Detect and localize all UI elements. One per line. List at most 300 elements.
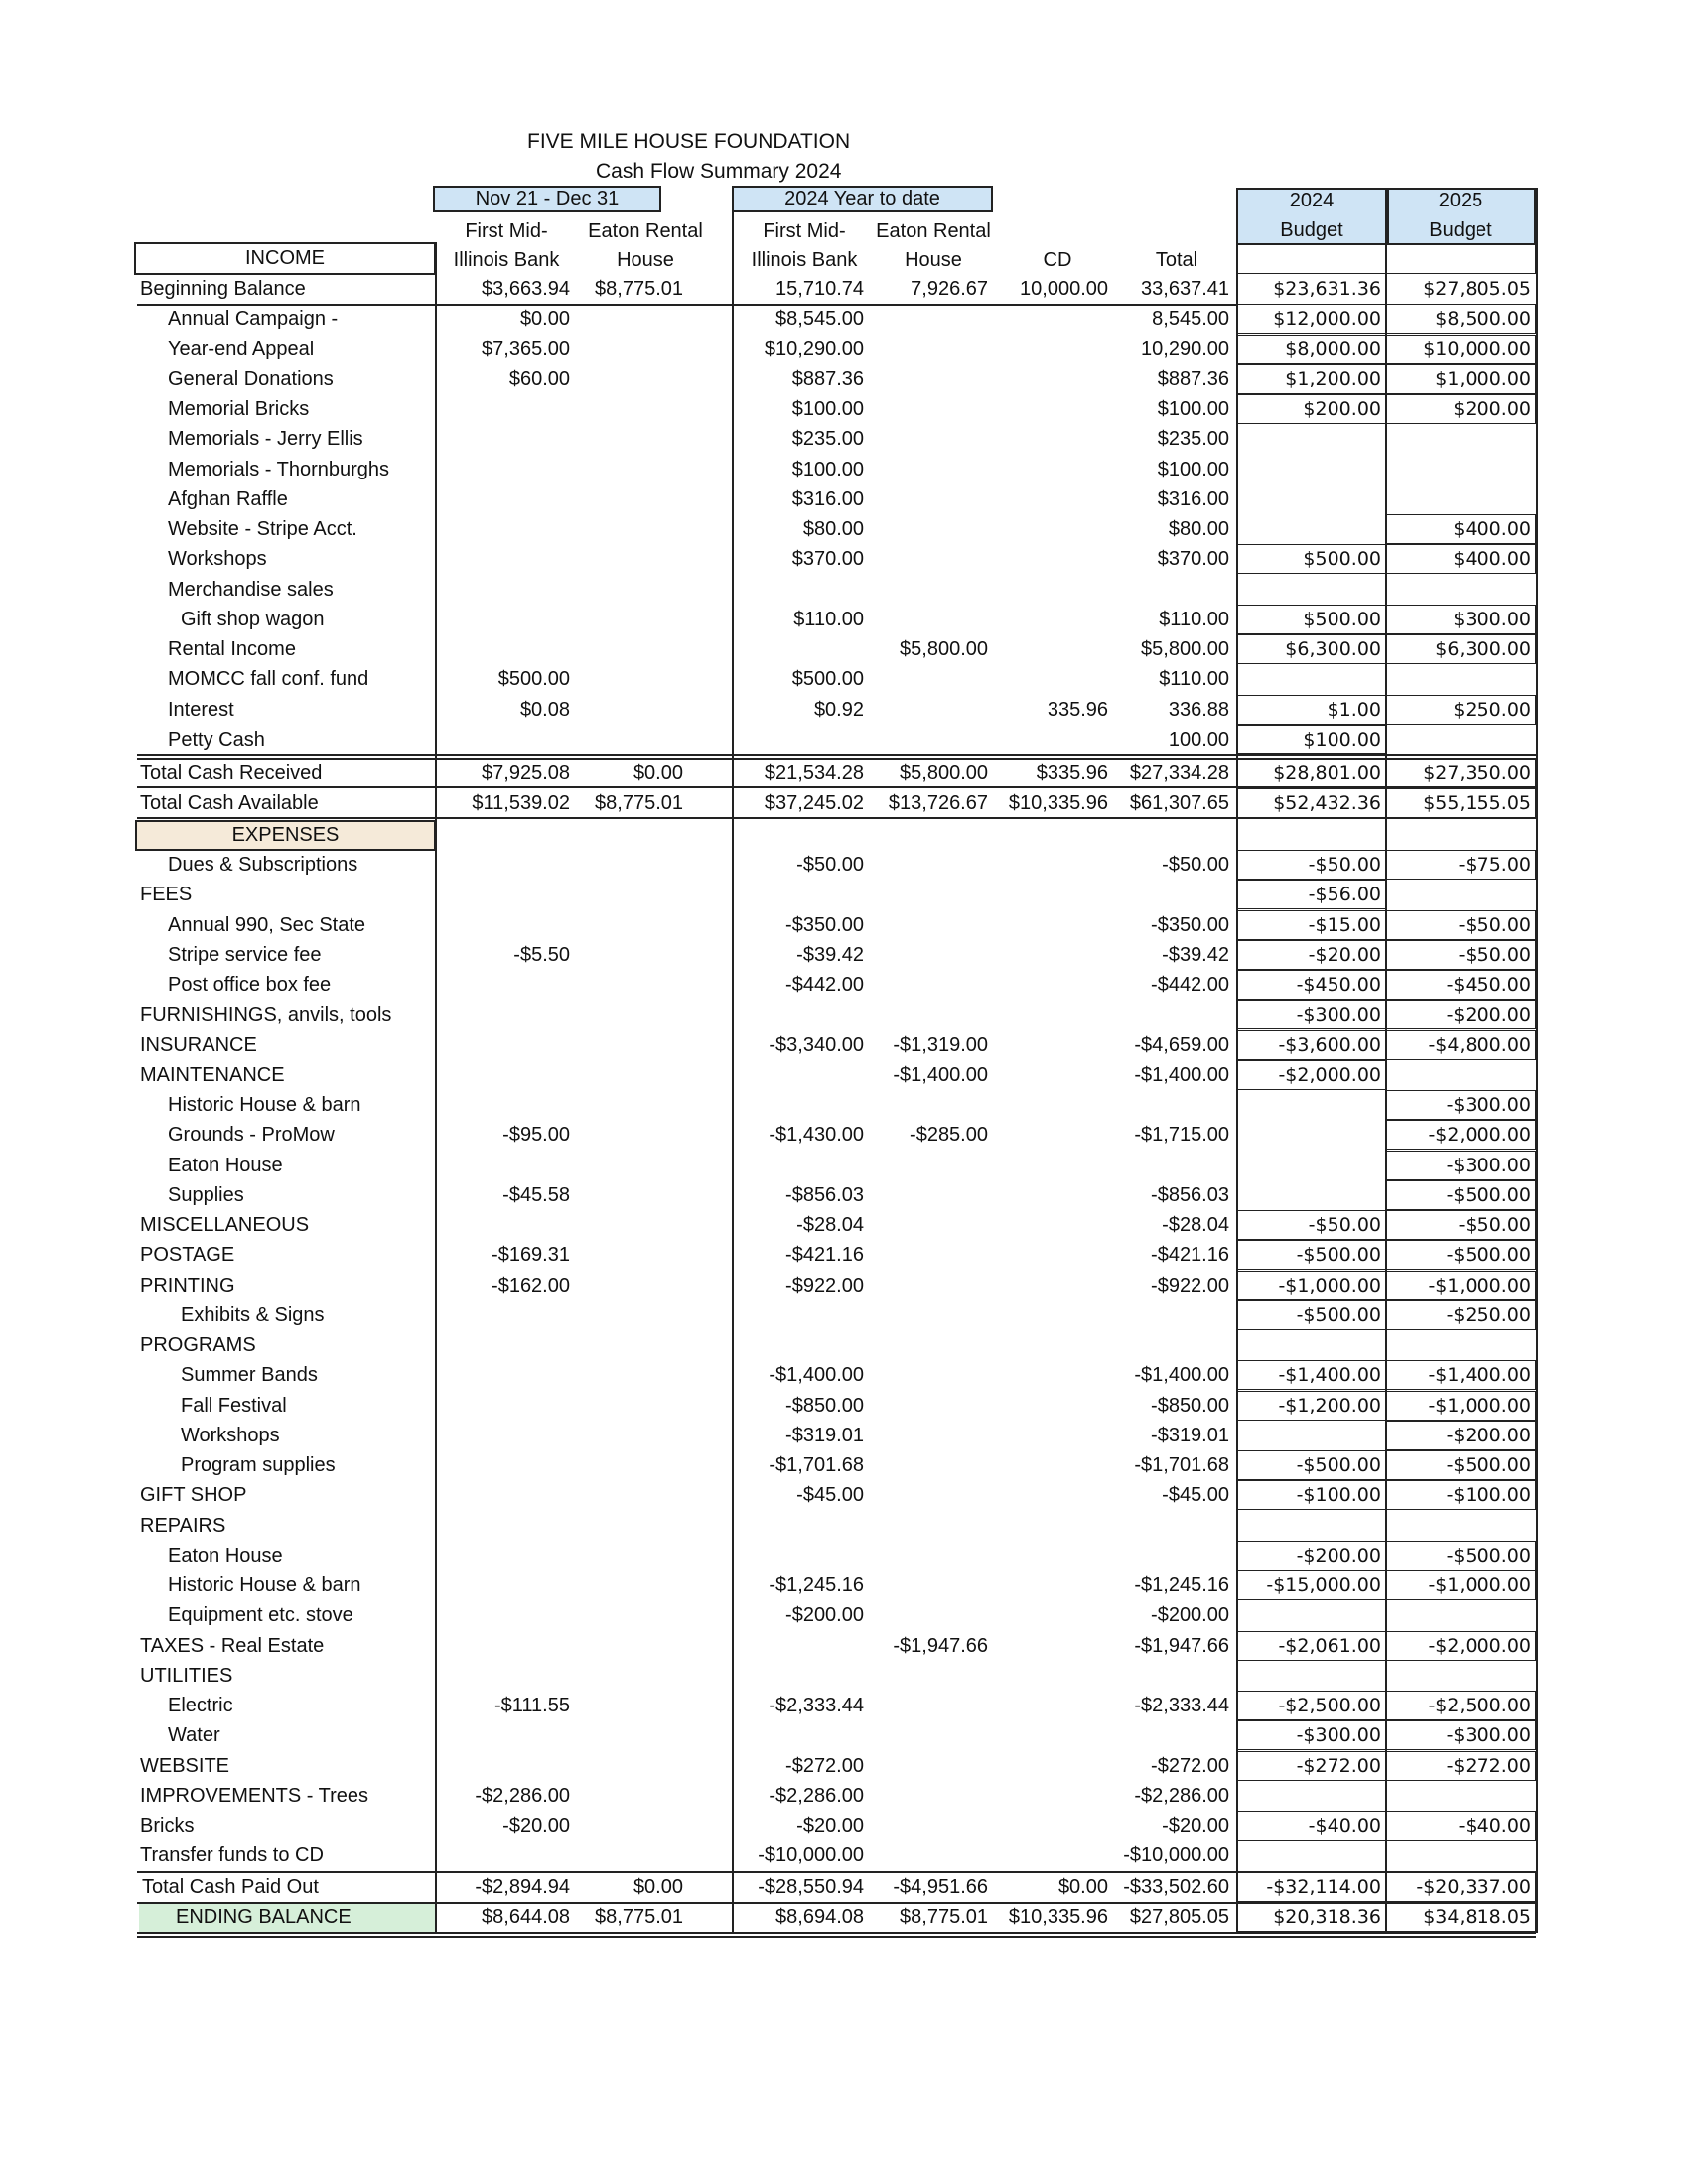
- cell-total: -$850.00: [1151, 1394, 1229, 1417]
- cell-total: -$1,947.66: [1134, 1634, 1229, 1657]
- cell-total: $235.00: [1157, 428, 1229, 451]
- rule-above-ending-balance: [137, 1902, 1536, 1904]
- report-subtitle: Cash Flow Summary 2024: [596, 160, 842, 183]
- divider-budget-end: [1536, 188, 1538, 1933]
- budget-2025-label: Budget: [1429, 219, 1492, 241]
- cell-first-mid-ytd: -$850.00: [785, 1394, 864, 1417]
- cell-first-mid-ytd: -$3,340.00: [769, 1033, 864, 1056]
- cell-first-mid-ytd: -$200.00: [785, 1604, 864, 1627]
- cell-eaton-ytd: -$1,400.00: [893, 1063, 988, 1086]
- cell-total: $110.00: [1159, 668, 1229, 691]
- cell-first-mid-ytd: 15,710.74: [775, 278, 864, 300]
- cell-total: -$1,245.16: [1134, 1574, 1229, 1596]
- income-row: [0, 394, 1688, 424]
- rule-under-beginning: [137, 304, 1236, 306]
- cell-budget-2025: $300.00: [1453, 608, 1531, 630]
- col-eaton-nov-1: Eaton Rental: [588, 220, 703, 242]
- cell-total: $61,307.65: [1129, 792, 1229, 814]
- rule-under-ending-balance: [137, 1932, 1536, 1934]
- cell-eaton-nov: $8,775.01: [595, 278, 683, 300]
- cell-budget-2024: -$450.00: [1296, 974, 1381, 996]
- row-label: Interest: [168, 698, 234, 721]
- income-section-label: INCOME: [134, 242, 436, 275]
- row-label: Workshops: [168, 548, 267, 571]
- income-row: [0, 484, 1688, 514]
- rule-above-total-received: [137, 754, 1536, 756]
- cell-eaton-ytd: -$285.00: [910, 1124, 988, 1147]
- cell-first-mid-nov: -$2,894.94: [475, 1876, 570, 1898]
- cell-first-mid-ytd: $887.36: [791, 367, 864, 390]
- expense-row: [0, 1300, 1688, 1330]
- cell-total: -$1,715.00: [1134, 1124, 1229, 1147]
- row-label: Exhibits & Signs: [181, 1303, 325, 1326]
- cell-budget-2025: -$300.00: [1446, 1154, 1531, 1176]
- expense-row: [0, 1000, 1688, 1029]
- income-row: [0, 634, 1688, 664]
- row-label: Fall Festival: [181, 1394, 287, 1417]
- cell-first-mid-nov: $7,925.08: [482, 762, 570, 784]
- row-label: Total Cash Received: [140, 762, 323, 784]
- income-row: [0, 664, 1688, 694]
- cell-first-mid-nov: $500.00: [497, 668, 570, 691]
- cell-budget-2025: -$50.00: [1458, 943, 1531, 966]
- row-label: FEES: [140, 884, 193, 906]
- row-label: Equipment etc. stove: [168, 1604, 353, 1627]
- cell-total: -$33,502.60: [1123, 1876, 1229, 1898]
- cell-first-mid-ytd: -$421.16: [785, 1244, 864, 1267]
- expense-row: [0, 1421, 1688, 1450]
- expense-row: [0, 1691, 1688, 1720]
- cell-eaton-ytd: 7,926.67: [911, 278, 988, 300]
- cell-budget-2024: -$20.00: [1308, 943, 1381, 966]
- cell-budget-2025: -$250.00: [1446, 1303, 1531, 1326]
- cell-budget-2025: -$200.00: [1446, 1004, 1531, 1026]
- row-label: Memorial Bricks: [168, 398, 310, 420]
- cell-budget-2025: $400.00: [1453, 548, 1531, 571]
- cell-budget-2024: -$272.00: [1296, 1754, 1381, 1777]
- rule-under-ending-balance-2: [137, 1936, 1536, 1938]
- cell-cd: 10,000.00: [1020, 278, 1108, 300]
- cell-budget-2024: $8,000.00: [1285, 338, 1381, 360]
- cell-budget-2024: -$100.00: [1296, 1484, 1381, 1507]
- cell-total: $27,334.28: [1129, 762, 1229, 784]
- row-label: Summer Bands: [181, 1364, 318, 1387]
- cell-budget-2024: -$15,000.00: [1266, 1574, 1381, 1596]
- row-label: Memorials - Thornburghs: [168, 458, 390, 480]
- cell-budget-2024: -$50.00: [1308, 854, 1381, 876]
- income-row: [0, 605, 1688, 634]
- cell-budget-2024: $12,000.00: [1273, 308, 1381, 331]
- cell-first-mid-ytd: -$20.00: [796, 1815, 864, 1837]
- row-label: Rental Income: [168, 638, 296, 660]
- row-label: Afghan Raffle: [168, 487, 288, 510]
- cell-budget-2024: -$56.00: [1308, 884, 1381, 906]
- cell-budget-2024: $100.00: [1303, 728, 1381, 751]
- cell-total: -$421.16: [1151, 1244, 1229, 1267]
- cell-budget-2025: -$50.00: [1458, 913, 1531, 936]
- cell-budget-2025: -$1,000.00: [1428, 1274, 1531, 1297]
- row-label: Website - Stripe Acct.: [168, 518, 357, 540]
- col-eaton-ytd-2: House: [905, 249, 962, 271]
- col-first-mid-nov-2: Illinois Bank: [453, 249, 560, 271]
- expense-row: [0, 1330, 1688, 1360]
- cell-total: $370.00: [1157, 548, 1229, 571]
- cell-first-mid-nov: -$2,286.00: [475, 1784, 570, 1807]
- expense-row: [0, 1271, 1688, 1300]
- cell-budget-2024: -$1,400.00: [1278, 1364, 1381, 1387]
- cell-first-mid-ytd: -$28.04: [796, 1214, 864, 1236]
- expense-row: [0, 1480, 1688, 1510]
- row-label: IMPROVEMENTS - Trees: [140, 1784, 369, 1807]
- row-label: Gift shop wagon: [181, 608, 325, 630]
- cell-first-mid-ytd: $21,534.28: [764, 762, 864, 784]
- cell-eaton-ytd: -$1,947.66: [893, 1634, 988, 1657]
- row-label: General Donations: [168, 367, 334, 390]
- cell-total: 336.88: [1168, 698, 1229, 721]
- cell-eaton-ytd: $8,775.01: [900, 1906, 988, 1928]
- row-label: Petty Cash: [168, 728, 265, 751]
- cell-budget-2025: $10,000.00: [1423, 338, 1531, 360]
- cell-first-mid-ytd: $316.00: [791, 487, 864, 510]
- cell-total: $887.36: [1157, 367, 1229, 390]
- cell-first-mid-ytd: $0.92: [813, 698, 864, 721]
- cell-first-mid-ytd: $100.00: [791, 398, 864, 420]
- cell-first-mid-ytd: -$39.42: [796, 943, 864, 966]
- cell-budget-2024: -$32,114.00: [1266, 1876, 1381, 1898]
- cell-total: -$1,400.00: [1134, 1364, 1229, 1387]
- row-label: Bricks: [140, 1815, 195, 1837]
- cell-budget-2024: $200.00: [1303, 398, 1381, 420]
- cell-budget-2024: -$2,500.00: [1278, 1695, 1381, 1716]
- cell-budget-2024: -$2,000.00: [1278, 1063, 1381, 1086]
- cell-budget-2024: -$40.00: [1308, 1815, 1381, 1837]
- cell-first-mid-ytd: -$442.00: [785, 974, 864, 996]
- cell-total: $110.00: [1159, 608, 1229, 630]
- row-label: Merchandise sales: [168, 578, 334, 601]
- cell-first-mid-ytd: $80.00: [802, 518, 864, 540]
- cell-first-mid-ytd: $110.00: [793, 608, 864, 630]
- ending-balance-row: [0, 1902, 1688, 1932]
- expense-row: [0, 1570, 1688, 1600]
- row-label: Memorials - Jerry Ellis: [168, 428, 363, 451]
- cell-budget-2024: $23,631.36: [1273, 278, 1381, 300]
- expense-row: [0, 1661, 1688, 1691]
- cell-cd: $0.00: [1057, 1876, 1108, 1898]
- cell-first-mid-ytd: $8,545.00: [775, 308, 864, 331]
- expense-row: [0, 970, 1688, 1000]
- expense-row: [0, 1450, 1688, 1480]
- cell-total: -$10,000.00: [1123, 1844, 1229, 1867]
- cell-budget-2025: $250.00: [1453, 698, 1531, 721]
- cell-first-mid-nov: -$20.00: [502, 1815, 570, 1837]
- rule-above-total-available: [137, 786, 1536, 788]
- row-label: GIFT SHOP: [140, 1484, 247, 1507]
- cell-budget-2025: -$300.00: [1446, 1094, 1531, 1116]
- expense-row: [0, 1360, 1688, 1390]
- cell-budget-2024: $500.00: [1303, 608, 1381, 630]
- cell-total: $80.00: [1168, 518, 1229, 540]
- expense-row: [0, 1030, 1688, 1060]
- col-first-mid-ytd-1: First Mid-: [763, 220, 846, 242]
- cell-budget-2024: $52,432.36: [1273, 792, 1381, 814]
- cell-first-mid-nov: $11,539.02: [472, 792, 570, 814]
- cell-eaton-ytd: -$1,319.00: [893, 1033, 988, 1056]
- col-first-mid-nov-1: First Mid-: [465, 220, 548, 242]
- row-label: Beginning Balance: [140, 278, 306, 300]
- cell-budget-2024: -$500.00: [1296, 1454, 1381, 1476]
- row-label: Eaton House: [168, 1154, 283, 1176]
- cell-total: $27,805.05: [1129, 1906, 1229, 1928]
- income-row: [0, 455, 1688, 484]
- rule-under-total-available: [137, 817, 1536, 819]
- income-row: [0, 364, 1688, 394]
- row-label: MISCELLANEOUS: [140, 1214, 310, 1236]
- cell-total: -$922.00: [1151, 1274, 1229, 1297]
- income-row: [0, 424, 1688, 454]
- row-label: WEBSITE: [140, 1754, 230, 1777]
- expense-row: [0, 1751, 1688, 1781]
- cell-budget-2025: $34,818.05: [1423, 1906, 1531, 1928]
- expense-row: [0, 910, 1688, 940]
- cell-cd: 335.96: [1047, 698, 1108, 721]
- cell-budget-2024: -$500.00: [1296, 1244, 1381, 1267]
- cell-budget-2025: -$50.00: [1458, 1214, 1531, 1236]
- cell-budget-2025: -$500.00: [1446, 1244, 1531, 1267]
- cell-budget-2025: $6,300.00: [1435, 638, 1531, 660]
- income-row: [0, 575, 1688, 605]
- cell-first-mid-nov: $60.00: [508, 367, 570, 390]
- cell-total: -$28.04: [1162, 1214, 1229, 1236]
- cell-total: -$50.00: [1162, 854, 1229, 876]
- cell-budget-2025: -$75.00: [1458, 854, 1531, 876]
- cell-first-mid-ytd: $37,245.02: [764, 792, 864, 814]
- cell-budget-2025: -$1,400.00: [1428, 1364, 1531, 1387]
- expense-row: [0, 1120, 1688, 1150]
- cell-total: $5,800.00: [1141, 638, 1229, 660]
- row-label: Post office box fee: [168, 974, 332, 996]
- cell-budget-2025: -$500.00: [1446, 1454, 1531, 1476]
- divider-ytd-start: [732, 186, 734, 1933]
- cell-budget-2024: -$200.00: [1296, 1544, 1381, 1567]
- cell-budget-2025: -$272.00: [1446, 1754, 1531, 1777]
- cell-total: -$200.00: [1151, 1604, 1229, 1627]
- expense-row: [0, 1090, 1688, 1120]
- expense-row: [0, 1511, 1688, 1541]
- cell-total: -$45.00: [1162, 1484, 1229, 1507]
- cell-budget-2024: $500.00: [1303, 548, 1381, 571]
- cell-first-mid-nov: -$169.31: [492, 1244, 570, 1267]
- total-cash-received-row: [0, 758, 1688, 788]
- row-label: Dues & Subscriptions: [168, 854, 358, 876]
- cell-first-mid-ytd: -$922.00: [785, 1274, 864, 1297]
- row-label: PRINTING: [140, 1274, 235, 1297]
- cell-total: 8,545.00: [1152, 308, 1229, 331]
- row-label: TAXES - Real Estate: [140, 1634, 325, 1657]
- row-label: Total Cash Available: [140, 792, 319, 814]
- cell-first-mid-ytd: -$28,550.94: [758, 1876, 864, 1898]
- cell-budget-2025: -$500.00: [1446, 1544, 1531, 1567]
- income-row: [0, 725, 1688, 754]
- cell-budget-2025: -$500.00: [1446, 1183, 1531, 1206]
- cell-first-mid-nov: -$5.50: [513, 943, 570, 966]
- income-row: [0, 544, 1688, 574]
- divider-budget-mid: [1385, 188, 1387, 1933]
- cell-first-mid-ytd: $8,694.08: [775, 1906, 864, 1928]
- expense-row: [0, 1180, 1688, 1210]
- expense-row: [0, 1151, 1688, 1180]
- cell-total: -$2,333.44: [1134, 1695, 1229, 1716]
- budget-2024-label: Budget: [1280, 219, 1343, 241]
- expense-row: [0, 1210, 1688, 1240]
- cell-first-mid-nov: $3,663.94: [482, 278, 570, 300]
- cell-first-mid-ytd: -$1,245.16: [769, 1574, 864, 1596]
- cell-first-mid-nov: $0.08: [519, 698, 570, 721]
- cell-eaton-nov: $8,775.01: [595, 1906, 683, 1928]
- col-cd: CD: [1043, 249, 1072, 271]
- income-row: [0, 695, 1688, 725]
- cell-total: -$1,701.68: [1134, 1454, 1229, 1476]
- cell-total: $100.00: [1157, 398, 1229, 420]
- cell-total: 100.00: [1168, 728, 1229, 751]
- budget-2024-year: 2024: [1289, 190, 1335, 211]
- row-label: ENDING BALANCE: [176, 1906, 352, 1928]
- cell-budget-2025: -$300.00: [1446, 1724, 1531, 1747]
- row-label: Eaton House: [168, 1544, 283, 1567]
- cell-budget-2025: $27,350.00: [1423, 762, 1531, 784]
- cell-budget-2024: -$1,000.00: [1278, 1274, 1381, 1297]
- cell-total: $316.00: [1157, 487, 1229, 510]
- cell-first-mid-ytd: $10,290.00: [764, 338, 864, 360]
- row-label: Electric: [168, 1695, 233, 1716]
- cell-eaton-nov: $8,775.01: [595, 792, 683, 814]
- cell-budget-2025: -$2,000.00: [1428, 1634, 1531, 1657]
- cell-total: -$350.00: [1151, 913, 1229, 936]
- cell-budget-2025: -$1,000.00: [1428, 1394, 1531, 1417]
- income-row: [0, 304, 1688, 334]
- period-header-nov-dec: Nov 21 - Dec 31: [433, 186, 661, 212]
- cell-first-mid-ytd: $100.00: [791, 458, 864, 480]
- col-eaton-nov-2: House: [617, 249, 674, 271]
- cell-budget-2024: -$3,600.00: [1278, 1033, 1381, 1056]
- cell-first-mid-nov: $8,644.08: [482, 1906, 570, 1928]
- cell-first-mid-nov: $0.00: [519, 308, 570, 331]
- income-row: [0, 274, 1688, 304]
- cell-cd: $10,335.96: [1008, 792, 1108, 814]
- cell-budget-2024: -$50.00: [1308, 1214, 1381, 1236]
- row-label: Grounds - ProMow: [168, 1124, 335, 1147]
- col-first-mid-ytd-2: Illinois Bank: [751, 249, 858, 271]
- divider-left-nov: [435, 242, 437, 1933]
- cell-total: $100.00: [1157, 458, 1229, 480]
- cell-budget-2025: $1,000.00: [1435, 367, 1531, 390]
- divider-budget-start: [1236, 188, 1238, 1933]
- col-eaton-ytd-1: Eaton Rental: [876, 220, 991, 242]
- row-label: MOMCC fall conf. fund: [168, 668, 369, 691]
- cell-total: -$1,400.00: [1134, 1063, 1229, 1086]
- expense-row: [0, 1841, 1688, 1870]
- expense-row: [0, 940, 1688, 970]
- cell-budget-2025: $400.00: [1453, 518, 1531, 540]
- cell-budget-2025: $8,500.00: [1435, 308, 1531, 331]
- expense-row: [0, 880, 1688, 909]
- cell-eaton-ytd: $5,800.00: [900, 762, 988, 784]
- cell-first-mid-ytd: -$45.00: [796, 1484, 864, 1507]
- row-label: Total Cash Paid Out: [142, 1876, 319, 1898]
- cell-first-mid-ytd: -$50.00: [796, 854, 864, 876]
- cell-first-mid-ytd: -$319.01: [785, 1424, 864, 1446]
- cell-budget-2025: -$100.00: [1446, 1484, 1531, 1507]
- cell-total: 10,290.00: [1141, 338, 1229, 360]
- cell-first-mid-ytd: -$1,701.68: [769, 1454, 864, 1476]
- cell-budget-2024: -$2,061.00: [1278, 1634, 1381, 1657]
- expense-row: [0, 1811, 1688, 1841]
- cell-budget-2024: $1,200.00: [1285, 367, 1381, 390]
- row-label: INSURANCE: [140, 1033, 257, 1056]
- row-label: POSTAGE: [140, 1244, 235, 1267]
- cell-first-mid-ytd: -$10,000.00: [758, 1844, 864, 1867]
- cell-budget-2025: $27,805.05: [1423, 278, 1531, 300]
- cell-budget-2025: -$1,000.00: [1428, 1574, 1531, 1596]
- row-label: FURNISHINGS, anvils, tools: [140, 1004, 392, 1026]
- cell-eaton-ytd: $5,800.00: [900, 638, 988, 660]
- cell-eaton-ytd: -$4,951.66: [893, 1876, 988, 1898]
- budget-2025-year: 2025: [1438, 190, 1483, 211]
- row-label: Water: [168, 1724, 220, 1747]
- cell-budget-2025: -$20,337.00: [1416, 1876, 1531, 1898]
- total-cash-paid-row: [0, 1872, 1688, 1902]
- col-total: Total: [1155, 249, 1198, 271]
- cell-first-mid-ytd: $235.00: [791, 428, 864, 451]
- cell-first-mid-ytd: $370.00: [791, 548, 864, 571]
- cell-total: 33,637.41: [1141, 278, 1229, 300]
- budget-2025-blank-cell: [1385, 244, 1536, 274]
- income-row: [0, 335, 1688, 364]
- cell-total: -$319.01: [1151, 1424, 1229, 1446]
- cell-first-mid-nov: -$45.58: [502, 1183, 570, 1206]
- rule-above-total-received-2: [137, 758, 1536, 760]
- cell-budget-2024: -$300.00: [1296, 1004, 1381, 1026]
- cell-budget-2024: $28,801.00: [1273, 762, 1381, 784]
- cell-first-mid-ytd: -$2,333.44: [769, 1695, 864, 1716]
- cell-total: -$856.03: [1151, 1183, 1229, 1206]
- cell-budget-2024: -$1,200.00: [1278, 1394, 1381, 1417]
- row-label: MAINTENANCE: [140, 1063, 285, 1086]
- row-label: Stripe service fee: [168, 943, 322, 966]
- cell-budget-2025: -$450.00: [1446, 974, 1531, 996]
- cell-budget-2024: -$15.00: [1308, 913, 1381, 936]
- row-label: PROGRAMS: [140, 1334, 256, 1356]
- expense-row: [0, 1781, 1688, 1811]
- cell-budget-2025: $55,155.05: [1423, 792, 1531, 814]
- cell-budget-2024: $20,318.36: [1273, 1906, 1381, 1928]
- cell-budget-2025: -$2,000.00: [1428, 1124, 1531, 1147]
- cell-eaton-ytd: $13,726.67: [888, 792, 988, 814]
- expenses-section-label: EXPENSES: [135, 820, 436, 851]
- cell-cd: $10,335.96: [1008, 1906, 1108, 1928]
- cell-budget-2024: $1.00: [1327, 698, 1381, 721]
- cell-first-mid-nov: $7,365.00: [482, 338, 570, 360]
- cell-first-mid-ytd: -$1,430.00: [769, 1124, 864, 1147]
- budget-2024-blank-cell: [1236, 244, 1387, 274]
- cell-budget-2025: -$40.00: [1458, 1815, 1531, 1837]
- cell-first-mid-nov: -$95.00: [502, 1124, 570, 1147]
- row-label: Workshops: [181, 1424, 280, 1446]
- row-label: UTILITIES: [140, 1664, 233, 1687]
- cell-first-mid-nov: -$111.55: [494, 1695, 570, 1716]
- cell-total: -$39.42: [1162, 943, 1229, 966]
- report-title: FIVE MILE HOUSE FOUNDATION: [527, 130, 851, 153]
- cell-total: -$442.00: [1151, 974, 1229, 996]
